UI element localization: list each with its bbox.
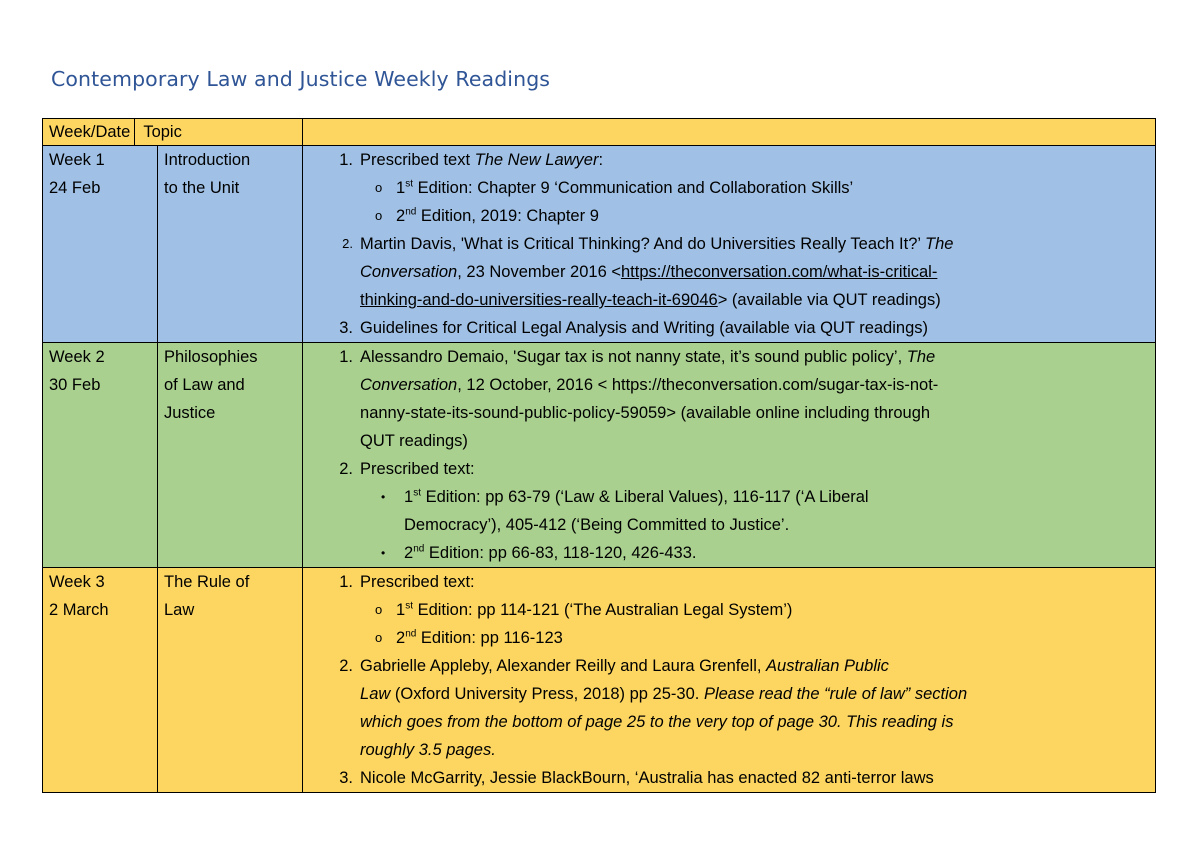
topic-line: The Rule of: [164, 573, 250, 591]
list-item: 1. Prescribed text:: [339, 573, 475, 591]
bullet-icon: •: [381, 490, 386, 504]
circle-bullet-icon: o: [375, 180, 383, 195]
header-readings: [303, 119, 1156, 146]
week-date-cell: [43, 568, 158, 793]
circle-bullet-icon: o: [375, 208, 383, 223]
header-week-topic: [43, 119, 303, 146]
week-label: Week 1: [49, 151, 105, 169]
sub-list-item: o 2nd Edition, 2019: Chapter 9: [323, 202, 1151, 230]
week-label: Week 3: [49, 573, 105, 591]
readings-cell: [303, 146, 1156, 343]
article-link-continued[interactable]: thinking-and-do-universities-really-teach-it-69046: [360, 291, 718, 309]
list-item: 2. Martin Davis, 'What is Critical Thinking? And do Universities Really Teach It?’ The Conversation, 23 November 2016 <https://theconversation.com/what-is-critical- thinking-and-do-universities-really-teach-it-69046> (available via QUT readings): [342, 235, 954, 309]
readings-cell: [303, 343, 1156, 568]
topic-line: Law: [164, 601, 195, 619]
list-item: 3. Guidelines for Critical Legal Analysis and Writing (available via QUT readings): [339, 319, 929, 337]
topic-line: Justice: [164, 404, 216, 422]
sub-list-item: o 1st Edition: pp 114-121 (‘The Australian Legal System’): [323, 596, 1151, 624]
topic-line: Philosophies: [164, 348, 258, 366]
topic-line: of Law and: [164, 376, 245, 394]
table-row-week-3: [43, 568, 1156, 793]
readings-table: [42, 118, 1156, 793]
week-date: 30 Feb: [49, 376, 101, 394]
week-label: Week 2: [49, 348, 105, 366]
topic-cell: [158, 568, 303, 793]
list-item: 3. Nicole McGarrity, Jessie BlackBourn, ‘Australia has enacted 82 anti-terror laws: [339, 769, 934, 787]
list-item: 2. Gabrielle Appleby, Alexander Reilly and Laura Grenfell, Australian Public Law (Oxford University Press, 2018) pp 25-30. Please read the “rule of law” section which goes from the bottom of page 25 to the very top of page 30. This reading is roughly 3.5 pages.: [339, 657, 968, 759]
topic-line: to the Unit: [164, 179, 240, 197]
topic-cell: [158, 343, 303, 568]
list-item: 1. Alessandro Demaio, 'Sugar tax is not nanny state, it’s sound public policy’, The Conversation, 12 October, 2016 < https://theconversation.com/sugar-tax-is-not- nanny-state-its-sound-public-policy-59059> (available online including through QUT readings): [339, 348, 939, 450]
circle-bullet-icon: o: [375, 602, 383, 617]
week-date: 2 March: [49, 601, 109, 619]
table-header-row: [43, 119, 1156, 146]
header-topic: Topic: [134, 119, 182, 145]
circle-bullet-icon: o: [375, 630, 383, 645]
topic-cell: [158, 146, 303, 343]
sub-list-item: o 1st Edition: Chapter 9 ‘Communication and Collaboration Skills’: [323, 174, 1151, 202]
header-week-date: Week/Date: [49, 123, 131, 141]
list-item: 1. Prescribed text The New Lawyer:: [339, 151, 604, 169]
week-date-cell: [43, 146, 158, 343]
list-item: 2. Prescribed text:: [339, 460, 475, 478]
sub-list-item: • 2nd Edition: pp 66-83, 118-120, 426-433.: [323, 539, 1151, 567]
table-row-week-1: [43, 146, 1156, 343]
sub-list-item: o 2nd Edition: pp 116-123: [323, 624, 1151, 652]
topic-line: Introduction: [164, 151, 251, 169]
week-date-cell: [43, 343, 158, 568]
week-date: 24 Feb: [49, 179, 101, 197]
readings-cell: [303, 568, 1156, 793]
sub-list-item: • 1st Edition: pp 63-79 (‘Law & Liberal Values), 116-117 (‘A Liberal Democracy’), 405-412 (‘Being Committed to Justice’.: [323, 483, 1151, 539]
table-row-week-2: [43, 343, 1156, 568]
article-link[interactable]: https://theconversation.com/what-is-critical-: [620, 263, 938, 281]
bullet-icon: •: [381, 546, 386, 560]
document-title: Contemporary Law and Justice Weekly Readings: [51, 67, 551, 91]
